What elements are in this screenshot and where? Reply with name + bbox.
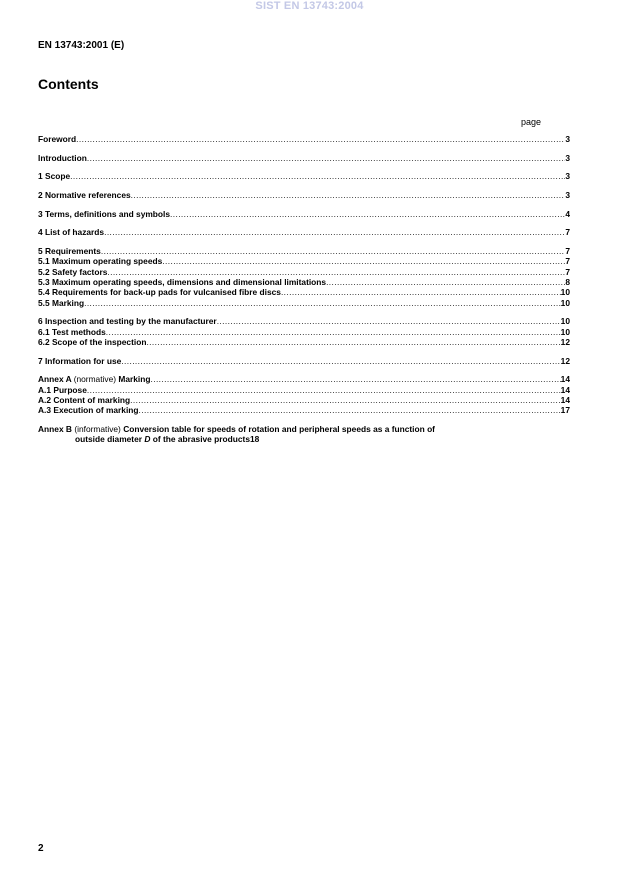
annex-title-part: outside diameter (75, 434, 145, 445)
toc-entry-label: 6.1 Test methods (38, 326, 106, 337)
toc-entry[interactable] (38, 209, 570, 219)
annex-b-line1 (38, 424, 570, 434)
toc-entry[interactable] (38, 385, 570, 395)
annex-title-part: of the abrasive products (150, 434, 250, 445)
toc-entry[interactable] (38, 356, 570, 366)
footer-page-number: 2 (38, 843, 44, 854)
toc-entry[interactable] (38, 405, 570, 415)
toc-entry-label: 1 Scope (38, 171, 71, 182)
annex-b-line2 (38, 434, 570, 444)
leader-dots (162, 256, 565, 266)
diameter-symbol: D (144, 434, 151, 445)
toc-entry[interactable] (38, 227, 570, 237)
toc-entry-page: 7 (565, 246, 570, 257)
leader-dots (170, 209, 565, 219)
table-of-contents (38, 134, 570, 444)
toc-entry-label (38, 374, 151, 384)
leader-dots (281, 287, 561, 297)
leader-dots (151, 374, 561, 384)
toc-entry-page: 7 (565, 266, 570, 277)
toc-entry[interactable] (38, 277, 570, 287)
toc-entry-label: 3 Terms, definitions and symbols (38, 208, 171, 219)
toc-entry-label: A.2 Content of marking (38, 394, 131, 405)
annex-type: (informative) (74, 423, 121, 434)
toc-entry-page: 3 (565, 190, 570, 201)
toc-entry-label: 2 Normative references (38, 190, 131, 201)
toc-entry[interactable] (38, 134, 570, 144)
leader-dots (121, 356, 560, 366)
toc-entry-page: 3 (565, 152, 570, 163)
toc-entry-label: 7 Information for use (38, 355, 122, 366)
leader-dots (70, 171, 565, 181)
toc-entry[interactable] (38, 287, 570, 297)
toc-entry-label: 5.1 Maximum operating speeds (38, 256, 163, 267)
toc-entry-label: 5.3 Maximum operating speeds, dimensions and dimensional limitations (38, 277, 327, 288)
toc-entry-label: 6.2 Scope of the inspection (38, 336, 147, 347)
toc-entry-label: 5.5 Marking (38, 297, 85, 308)
leader-dots (104, 227, 565, 237)
page-title: Contents (38, 76, 99, 92)
toc-entry-label (75, 434, 250, 444)
toc-entry-label: 5.4 Requirements for back-up pads for vulcanised fibre discs (38, 287, 281, 298)
toc-entry[interactable] (38, 256, 570, 266)
toc-entry-page: 17 (560, 405, 570, 416)
toc-entry[interactable] (38, 327, 570, 337)
document-id: EN 13743:2001 (E) (38, 40, 125, 51)
toc-entry[interactable] (38, 267, 570, 277)
leader-dots (76, 134, 565, 144)
watermark: SIST EN 13743:2004 (255, 0, 364, 12)
toc-entry-page: 14 (560, 384, 570, 395)
toc-entry-label: 5 Requirements (38, 246, 101, 257)
page-column-label: page (521, 117, 542, 127)
toc-entry-label: 6 Inspection and testing by the manufacturer (38, 316, 217, 327)
toc-entry[interactable] (38, 298, 570, 308)
toc-entry-page: 12 (560, 336, 570, 347)
leader-dots (130, 395, 561, 405)
toc-entry-page: 7 (565, 256, 570, 267)
toc-entry[interactable] (38, 171, 570, 181)
toc-entry-page: 14 (560, 394, 570, 405)
toc-entry-page: 10 (560, 297, 570, 308)
toc-entry-page: 12 (560, 355, 570, 366)
toc-entry[interactable] (38, 337, 570, 347)
annex-type: (normative) (73, 374, 117, 385)
toc-entry[interactable] (38, 395, 570, 405)
toc-entry-annex-a[interactable] (38, 374, 570, 384)
toc-entry-label: 5.2 Safety factors (38, 266, 108, 277)
toc-entry-label: Introduction (38, 152, 87, 163)
leader-dots (101, 246, 565, 256)
leader-dots (107, 267, 565, 277)
leader-dots (139, 405, 561, 415)
toc-entry[interactable] (38, 316, 570, 326)
annex-title: Marking (118, 374, 151, 385)
toc-entry-page: 18 (250, 434, 260, 445)
toc-entry-page: 3 (565, 134, 570, 144)
leader-dots (106, 327, 561, 337)
toc-entry-label: 4 List of hazards (38, 227, 105, 238)
toc-entry-page: 14 (560, 374, 570, 385)
toc-entry-page: 10 (560, 316, 570, 327)
toc-entry[interactable] (38, 153, 570, 163)
toc-entry-label: A.1 Purpose (38, 384, 87, 395)
toc-entry-page: 10 (560, 326, 570, 337)
annex-prefix: Annex B (38, 423, 72, 434)
leader-dots (326, 277, 565, 287)
toc-entry-page: 4 (565, 208, 570, 219)
toc-entry-page: 3 (565, 171, 570, 182)
toc-entry[interactable] (38, 246, 570, 256)
toc-entry-label: A.3 Execution of marking (38, 405, 139, 416)
leader-dots (217, 316, 561, 326)
toc-entry-label: Foreword (38, 134, 77, 144)
toc-entry-page: 10 (560, 287, 570, 298)
toc-entry-page: 8 (565, 277, 570, 288)
leader-dots (131, 190, 566, 200)
toc-entry[interactable] (38, 190, 570, 200)
toc-entry-page: 7 (565, 227, 570, 238)
leader-dots (84, 298, 561, 308)
leader-dots (87, 153, 565, 163)
annex-title: Conversion table for speeds of rotation and peripheral speeds as a function of (123, 423, 435, 434)
leader-dots (146, 337, 560, 347)
annex-prefix: Annex A (38, 374, 72, 385)
toc-entry-annex-b[interactable] (38, 424, 570, 445)
leader-dots (87, 385, 561, 395)
